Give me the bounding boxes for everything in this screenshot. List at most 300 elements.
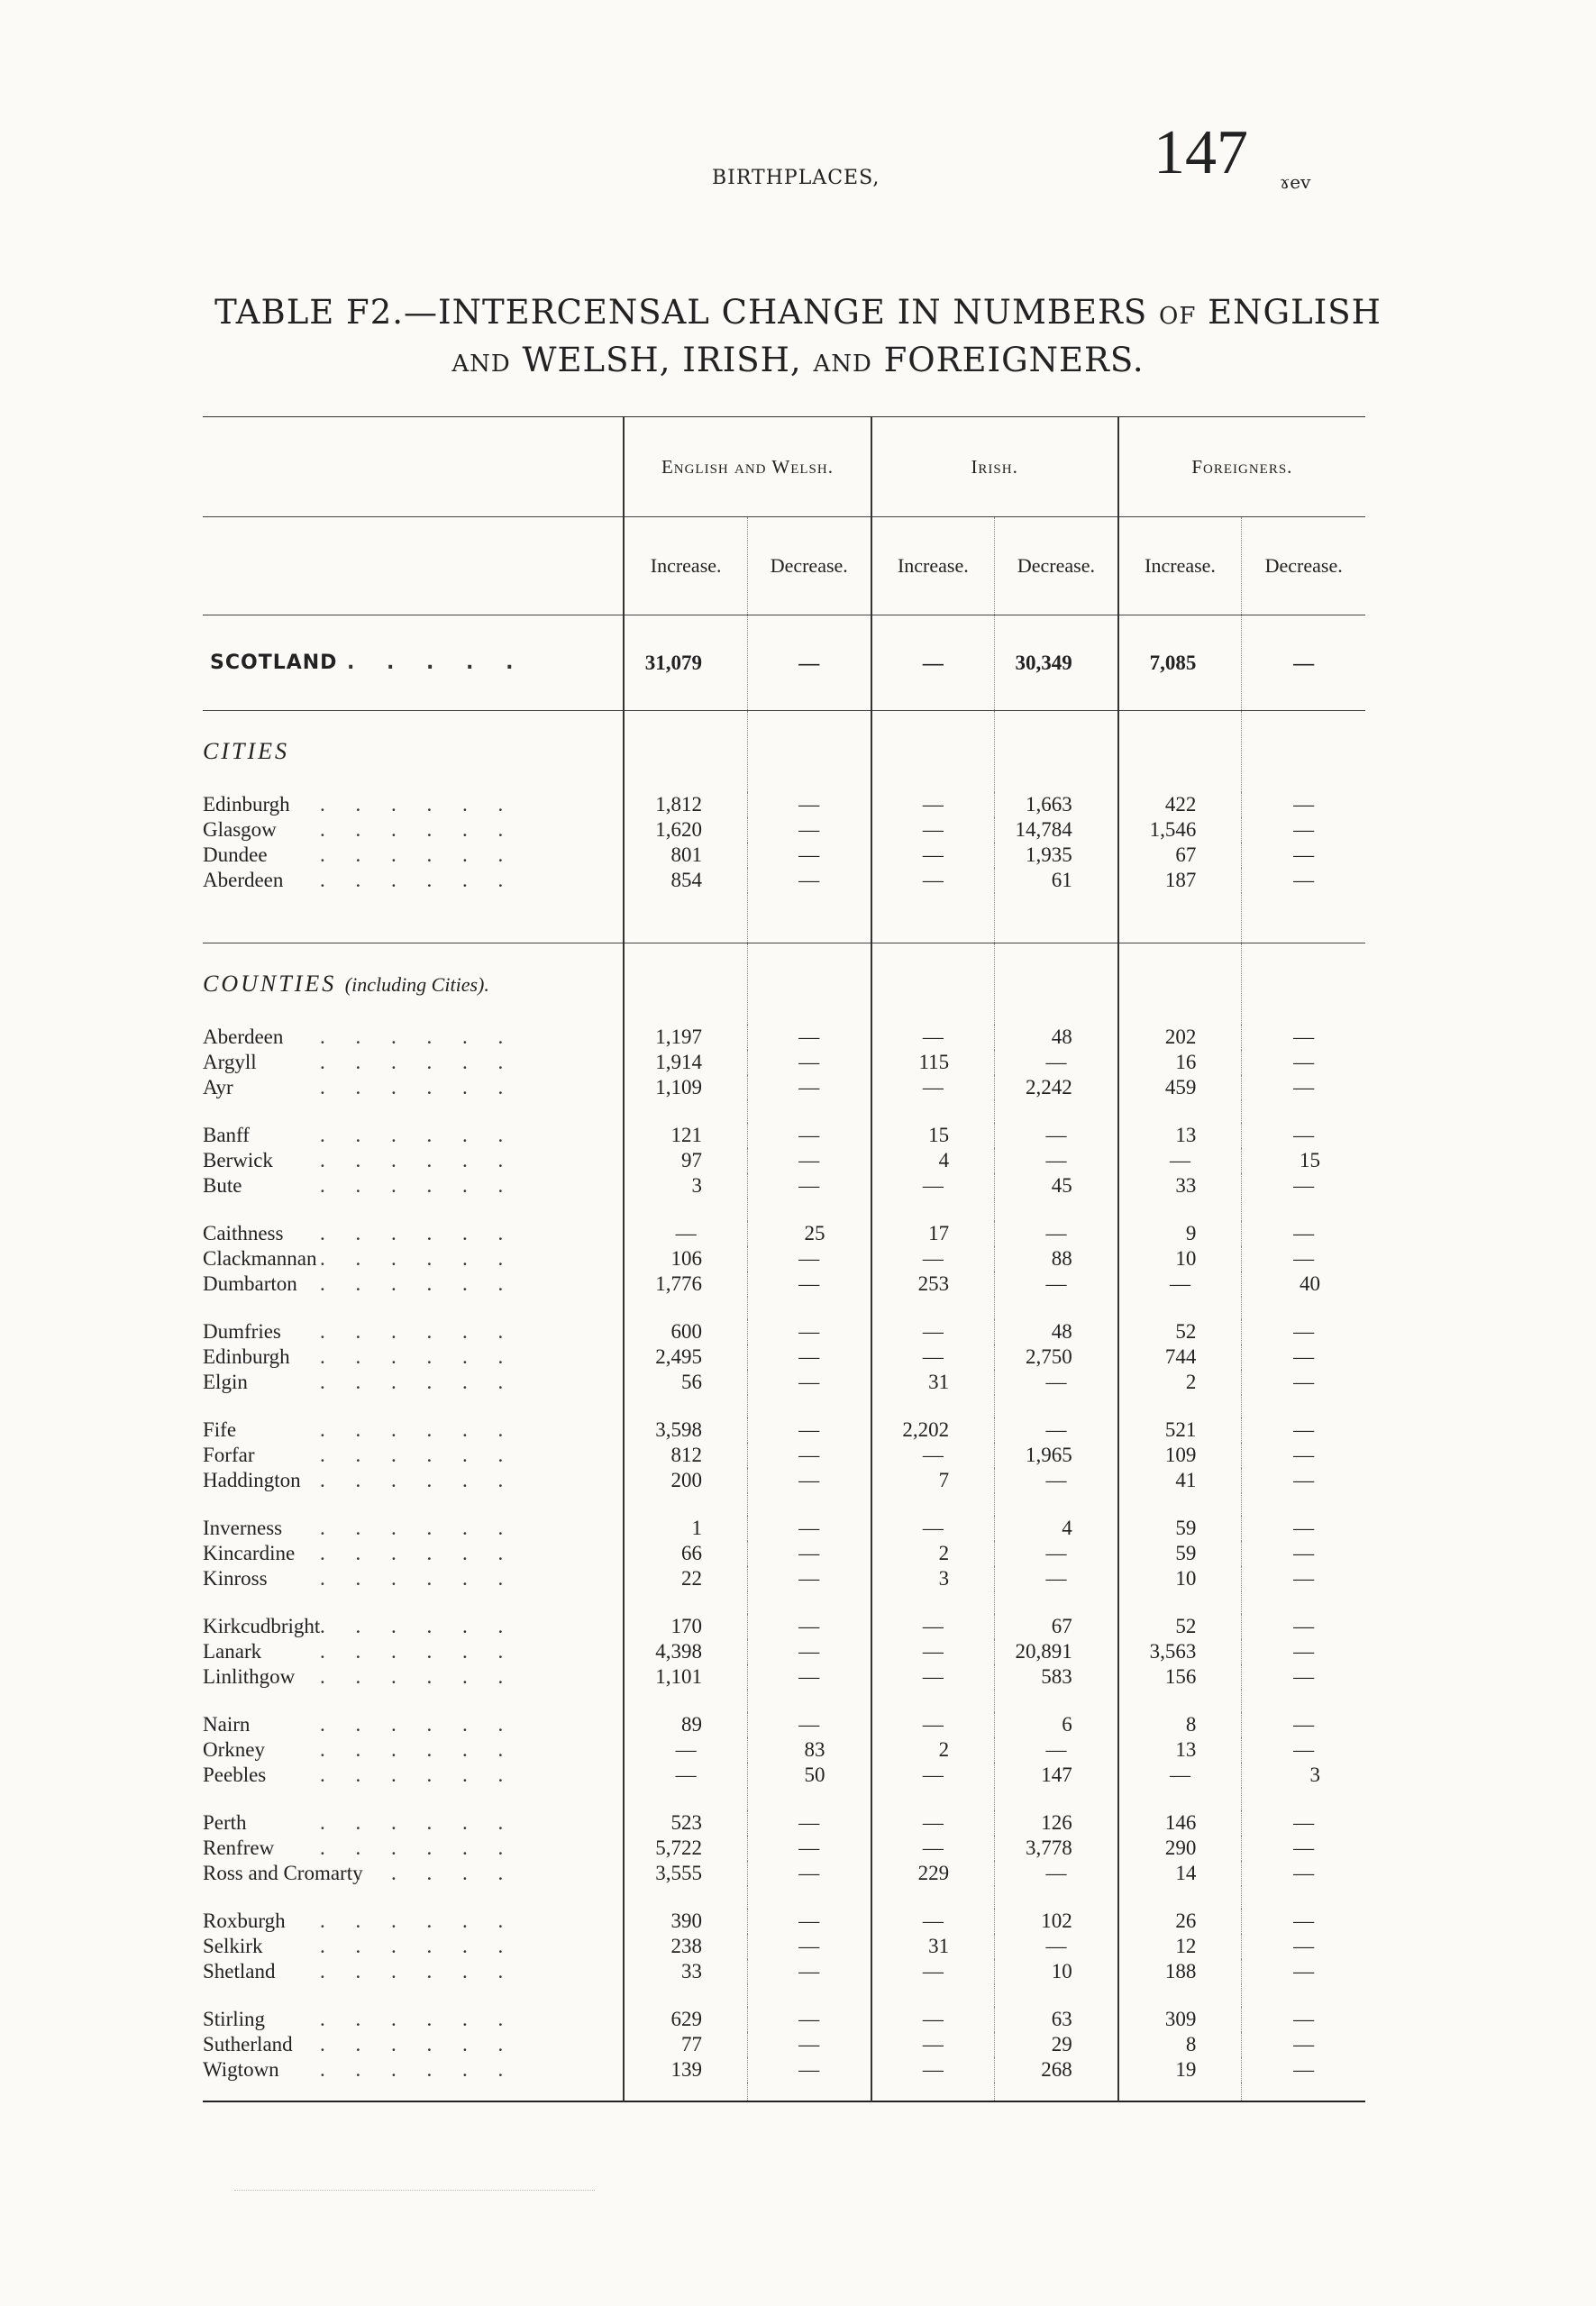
row-label: Forfar — [203, 1444, 255, 1466]
cell: 253 — [871, 1271, 995, 1297]
group-irish: Irish. — [871, 417, 1118, 517]
cell: 1,546 — [1118, 817, 1242, 843]
cell: — — [1242, 2007, 1365, 2032]
table-row — [203, 868, 1365, 893]
row-name-cell — [203, 1861, 624, 1886]
group-gap — [203, 1199, 1365, 1221]
cell: — — [871, 843, 995, 868]
table-row — [203, 1246, 1365, 1271]
table-row — [203, 1909, 1365, 1934]
row-name-cell — [203, 1737, 624, 1763]
cell: — — [747, 1075, 871, 1100]
sub-header: Decrease. — [1242, 517, 1365, 615]
cell: — — [1242, 1909, 1365, 1934]
cell: — — [747, 868, 871, 893]
cell: — — [747, 2057, 871, 2083]
cell: 77 — [624, 2032, 747, 2057]
table-row — [203, 843, 1365, 868]
cell: 1,914 — [624, 1050, 747, 1075]
row-label: Kirkcudbright — [203, 1615, 321, 1637]
cell: — — [747, 1664, 871, 1690]
cell: — — [747, 1417, 871, 1443]
cell: — — [1242, 1737, 1365, 1763]
row-name-cell — [203, 1712, 624, 1737]
cell: 10 — [1118, 1566, 1242, 1591]
cell: 17 — [871, 1221, 995, 1246]
leader-dots: . . . . . . — [320, 1076, 516, 1098]
row-label: Wigtown — [203, 2058, 279, 2081]
cell: — — [871, 1443, 995, 1468]
cell: 1,965 — [995, 1443, 1118, 1468]
cell: — — [747, 2007, 871, 2032]
table-row — [203, 1443, 1365, 1468]
cell: 31,079 — [624, 615, 747, 711]
cell: 31 — [871, 1370, 995, 1395]
table-row — [203, 1075, 1365, 1100]
group-foreigners: Foreigners. — [1118, 417, 1365, 517]
cities-section-header — [203, 711, 1365, 793]
row-label: Caithness — [203, 1222, 284, 1244]
cell: — — [747, 1050, 871, 1075]
cell: — — [747, 615, 871, 711]
cell: — — [1242, 1050, 1365, 1075]
leader-dots: . . . . . . — [320, 1665, 516, 1688]
row-label: Nairn — [203, 1713, 251, 1736]
row-name-cell — [203, 1639, 624, 1664]
cell: 4 — [871, 1148, 995, 1173]
cell: 583 — [995, 1664, 1118, 1690]
cell: 59 — [1118, 1516, 1242, 1541]
cell: 238 — [624, 1934, 747, 1959]
sub-header: Increase. — [624, 517, 747, 615]
cell: 66 — [624, 1541, 747, 1566]
sub-header: Decrease. — [747, 517, 871, 615]
cell: 22 — [624, 1566, 747, 1591]
cell: — — [747, 1909, 871, 1934]
row-name-cell — [203, 1664, 624, 1690]
cell: — — [747, 1861, 871, 1886]
cell: 1,776 — [624, 1271, 747, 1297]
cell: 629 — [624, 2007, 747, 2032]
cell: — — [995, 1468, 1118, 1493]
cell: — — [747, 1123, 871, 1148]
cell: — — [871, 1959, 995, 1984]
row-label: Berwick — [203, 1149, 273, 1171]
leader-dots: . . . . . . — [320, 1615, 516, 1637]
leader-dots: . . . . . . — [320, 1764, 516, 1786]
column-sub-header-row — [203, 517, 1365, 615]
row-label: Ayr — [203, 1076, 233, 1098]
cell: 521 — [1118, 1417, 1242, 1443]
leader-dots: . . . . . . — [320, 1960, 516, 1982]
cell: 106 — [624, 1246, 747, 1271]
row-name-cell — [203, 1271, 624, 1297]
cell: — — [871, 1075, 995, 1100]
cell: 67 — [1118, 843, 1242, 868]
cell: — — [747, 1148, 871, 1173]
row-label: Argyll — [203, 1051, 257, 1073]
table-row — [203, 1836, 1365, 1861]
cell: 12 — [1118, 1934, 1242, 1959]
table-row — [203, 1810, 1365, 1836]
cell: — — [1242, 2057, 1365, 2083]
row-name-cell — [203, 1319, 624, 1344]
leader-dots: . . . . . . — [320, 1444, 516, 1466]
cell: — — [1242, 843, 1365, 868]
cell: 10 — [995, 1959, 1118, 1984]
cell: 52 — [1118, 1319, 1242, 1344]
marginal-mark: ɤev — [1280, 171, 1311, 193]
cell: 2,242 — [995, 1075, 1118, 1100]
leader-dots: . . . . . . — [320, 793, 516, 816]
table-row — [203, 1468, 1365, 1493]
cell: 20,891 — [995, 1639, 1118, 1664]
cell: 2,202 — [871, 1417, 995, 1443]
cell: — — [871, 1344, 995, 1370]
cell: — — [995, 1050, 1118, 1075]
row-name-cell — [203, 1468, 624, 1493]
column-group-header-row — [203, 417, 1365, 517]
cell: — — [1118, 1763, 1242, 1788]
row-label: Aberdeen — [203, 869, 284, 891]
cell: 290 — [1118, 1836, 1242, 1861]
cell: 89 — [624, 1712, 747, 1737]
cell: — — [871, 1763, 995, 1788]
cell: 10 — [1118, 1246, 1242, 1271]
cell: 812 — [624, 1443, 747, 1468]
row-name-cell — [203, 1909, 624, 1934]
table-row — [203, 1737, 1365, 1763]
title-of: OF — [1159, 303, 1197, 330]
row-name-cell — [203, 1148, 624, 1173]
row-label: Inverness — [203, 1517, 283, 1539]
table-row — [203, 1861, 1365, 1886]
leader-dots: . . . . . . — [320, 1862, 516, 1884]
cell: — — [1242, 1443, 1365, 1468]
leader-dots: . . . . . — [347, 652, 526, 674]
cell: — — [871, 2057, 995, 2083]
group-gap — [203, 1788, 1365, 1810]
cell: — — [871, 792, 995, 817]
cell: — — [871, 1173, 995, 1199]
cell: 48 — [995, 1319, 1118, 1344]
cell: 30,349 — [995, 615, 1118, 711]
title-and-b: AND — [813, 351, 872, 378]
cell: 33 — [624, 1959, 747, 1984]
cell: 200 — [624, 1468, 747, 1493]
cell: — — [1242, 1417, 1365, 1443]
cell: — — [1242, 792, 1365, 817]
cell: 422 — [1118, 792, 1242, 817]
row-label: Ross and Cromarty — [203, 1862, 363, 1884]
cell: — — [1242, 1836, 1365, 1861]
cell: 109 — [1118, 1443, 1242, 1468]
cell: 139 — [624, 2057, 747, 2083]
cell: 19 — [1118, 2057, 1242, 2083]
table-row — [203, 1123, 1365, 1148]
cell: 16 — [1118, 1050, 1242, 1075]
cell: 146 — [1118, 1810, 1242, 1836]
cell: 15 — [871, 1123, 995, 1148]
cell: 170 — [624, 1614, 747, 1639]
cell: 56 — [624, 1370, 747, 1395]
running-head: BIRTHPLACES, — [712, 167, 880, 189]
cell: — — [1118, 1148, 1242, 1173]
cell: — — [995, 1370, 1118, 1395]
row-label: Shetland — [203, 1960, 276, 1982]
cell: 2 — [871, 1541, 995, 1566]
cell: 7 — [871, 1468, 995, 1493]
cell: 2,495 — [624, 1344, 747, 1370]
row-label: Edinburgh — [203, 1345, 290, 1368]
table-row — [203, 1516, 1365, 1541]
cell: 14 — [1118, 1861, 1242, 1886]
leader-dots: . . . . . . — [320, 1272, 516, 1295]
cell: — — [747, 1443, 871, 1468]
title-english: ENGLISH — [1208, 293, 1382, 332]
cell: 25 — [747, 1221, 871, 1246]
counties-section-header — [203, 943, 1365, 1025]
cell: — — [871, 2032, 995, 2057]
row-name-cell — [203, 1173, 624, 1199]
table-row — [203, 1959, 1365, 1984]
cell: 88 — [995, 1246, 1118, 1271]
cell: 9 — [1118, 1221, 1242, 1246]
cell: — — [1242, 1566, 1365, 1591]
cell: — — [871, 1810, 995, 1836]
cell: — — [995, 1541, 1118, 1566]
cell: 13 — [1118, 1737, 1242, 1763]
cell: — — [1242, 1173, 1365, 1199]
group-english-welsh: English and Welsh. — [624, 417, 871, 517]
page-number: 147 — [1154, 118, 1248, 187]
row-name-cell — [203, 1934, 624, 1959]
row-label: Dumbarton — [203, 1272, 297, 1295]
cell: 1,812 — [624, 792, 747, 817]
cell: 188 — [1118, 1959, 1242, 1984]
cell: — — [747, 1246, 871, 1271]
cell: — — [1242, 1614, 1365, 1639]
row-name-cell — [203, 1763, 624, 1788]
cell: — — [1242, 1639, 1365, 1664]
cell: — — [747, 1959, 871, 1984]
table-row — [203, 1025, 1365, 1050]
leader-dots: . . . . . . — [320, 1910, 516, 1932]
leader-dots: . . . . . . — [320, 1935, 516, 1957]
table-row — [203, 2057, 1365, 2083]
leader-dots: . . . . . . — [320, 1738, 516, 1761]
cell: — — [871, 1712, 995, 1737]
cell: — — [1242, 1075, 1365, 1100]
cell: — — [624, 1763, 747, 1788]
row-label: Clackmannan — [203, 1247, 317, 1270]
cell: 1,663 — [995, 792, 1118, 817]
row-name-cell — [203, 1614, 624, 1639]
table-end-pad — [203, 2083, 1365, 2101]
cell: — — [995, 1417, 1118, 1443]
cell: — — [747, 1712, 871, 1737]
cell: 187 — [1118, 868, 1242, 893]
title-and-a: AND — [451, 351, 511, 378]
cell: — — [995, 1271, 1118, 1297]
table-row — [203, 1566, 1365, 1591]
cell: — — [871, 1909, 995, 1934]
row-label: Selkirk — [203, 1935, 263, 1957]
cell: — — [871, 1516, 995, 1541]
table-row — [203, 2032, 1365, 2057]
cell: 600 — [624, 1319, 747, 1344]
cell: 102 — [995, 1909, 1118, 1934]
cell: — — [747, 1566, 871, 1591]
table-row — [203, 1664, 1365, 1690]
leader-dots: . . . . . . — [320, 2008, 516, 2030]
cell: 14,784 — [995, 817, 1118, 843]
row-name-cell — [203, 843, 624, 868]
title-welsh-irish: WELSH, IRISH, — [522, 341, 802, 379]
cell: 6 — [995, 1712, 1118, 1737]
cell: — — [747, 1516, 871, 1541]
title-main: TABLE F2.—INTERCENSAL CHANGE IN NUMBERS — [214, 293, 1148, 332]
cell: — — [995, 1148, 1118, 1173]
row-name-cell — [203, 1541, 624, 1566]
table-row — [203, 1148, 1365, 1173]
cell: — — [747, 1025, 871, 1050]
table-row — [203, 1344, 1365, 1370]
cell: 61 — [995, 868, 1118, 893]
table-row — [203, 817, 1365, 843]
cell: 1,620 — [624, 817, 747, 843]
cell: 15 — [1242, 1148, 1365, 1173]
row-name-cell — [203, 1516, 624, 1541]
leader-dots: . . . . . . — [320, 1025, 516, 1048]
group-gap — [203, 1886, 1365, 1909]
cell: 854 — [624, 868, 747, 893]
cell: 1,101 — [624, 1664, 747, 1690]
cell: — — [871, 1639, 995, 1664]
cities-label: CITIES — [203, 738, 289, 764]
cell: — — [1242, 1123, 1365, 1148]
table-row — [203, 1541, 1365, 1566]
scotland-total-row — [203, 615, 1365, 711]
cell: — — [747, 1614, 871, 1639]
row-label: Linlithgow — [203, 1665, 296, 1688]
cell: 1,935 — [995, 843, 1118, 868]
cell: 7,085 — [1118, 615, 1242, 711]
cell: 202 — [1118, 1025, 1242, 1050]
cell: — — [1242, 1959, 1365, 1984]
cell: — — [1242, 1246, 1365, 1271]
table-row — [203, 1639, 1365, 1664]
cell: — — [747, 1370, 871, 1395]
leader-dots: . . . . . . — [320, 1517, 516, 1539]
cell: — — [1242, 868, 1365, 893]
cell: 63 — [995, 2007, 1118, 2032]
table-row — [203, 1370, 1365, 1395]
cell: 83 — [747, 1737, 871, 1763]
row-label: Perth — [203, 1811, 247, 1834]
counties-note: (including Cities). — [344, 973, 489, 996]
sub-header: Increase. — [1118, 517, 1242, 615]
cell: 41 — [1118, 1468, 1242, 1493]
table-row — [203, 1319, 1365, 1344]
cell: — — [747, 843, 871, 868]
leader-dots: . . . . . . — [320, 843, 516, 866]
cell: 523 — [624, 1810, 747, 1836]
leader-dots: . . . . . . — [320, 818, 516, 841]
leader-dots: . . . . . . — [320, 1051, 516, 1073]
cell: 2,750 — [995, 1344, 1118, 1370]
table-row — [203, 1173, 1365, 1199]
row-label: Dundee — [203, 843, 268, 866]
table-row — [203, 1934, 1365, 1959]
cell: — — [747, 792, 871, 817]
row-name-cell — [203, 1370, 624, 1395]
cell: 40 — [1242, 1271, 1365, 1297]
cell: — — [1242, 1516, 1365, 1541]
table-row — [203, 1417, 1365, 1443]
row-label: Dumfries — [203, 1320, 281, 1343]
cell: — — [747, 1319, 871, 1344]
scan-noise — [234, 2190, 595, 2201]
cell: — — [995, 1221, 1118, 1246]
table-row — [203, 1221, 1365, 1246]
cell: — — [1242, 1025, 1365, 1050]
cell: 1 — [624, 1516, 747, 1541]
group-gap — [203, 1690, 1365, 1712]
cell: 229 — [871, 1861, 995, 1886]
group-gap — [203, 1297, 1365, 1319]
row-label: Lanark — [203, 1640, 262, 1663]
group-gap — [203, 1984, 1365, 2007]
cell: 801 — [624, 843, 747, 868]
cell: 33 — [1118, 1173, 1242, 1199]
cell: 67 — [995, 1614, 1118, 1639]
leader-dots: . . . . . . — [320, 2033, 516, 2055]
leader-dots: . . . . . . — [320, 1542, 516, 1564]
cell: — — [995, 1861, 1118, 1886]
cell: — — [1242, 1541, 1365, 1566]
row-name-cell — [203, 868, 624, 893]
cell: 2 — [1118, 1370, 1242, 1395]
table-row — [203, 1763, 1365, 1788]
cell: — — [1242, 817, 1365, 843]
row-label: SCOTLAND — [210, 652, 338, 674]
cell: — — [1242, 615, 1365, 711]
cell: 8 — [1118, 2032, 1242, 2057]
cell: — — [624, 1221, 747, 1246]
data-table — [203, 416, 1365, 2102]
row-name-cell — [203, 1443, 624, 1468]
table-row — [203, 1614, 1365, 1639]
cell: — — [747, 1468, 871, 1493]
cell: 31 — [871, 1934, 995, 1959]
cell: 3 — [1242, 1763, 1365, 1788]
cell: — — [871, 817, 995, 843]
leader-dots: . . . . . . — [320, 1811, 516, 1834]
leader-dots: . . . . . . — [320, 1418, 516, 1441]
cell: 3 — [624, 1173, 747, 1199]
cell: — — [747, 1836, 871, 1861]
cell: 268 — [995, 2057, 1118, 2083]
leader-dots: . . . . . . — [320, 1345, 516, 1368]
leader-dots: . . . . . . — [320, 1320, 516, 1343]
group-gap — [203, 1395, 1365, 1417]
cell: — — [1242, 1810, 1365, 1836]
row-label: Peebles — [203, 1764, 267, 1786]
row-name-cell — [203, 1836, 624, 1861]
leader-dots: . . . . . . — [320, 1149, 516, 1171]
cell: — — [995, 1566, 1118, 1591]
